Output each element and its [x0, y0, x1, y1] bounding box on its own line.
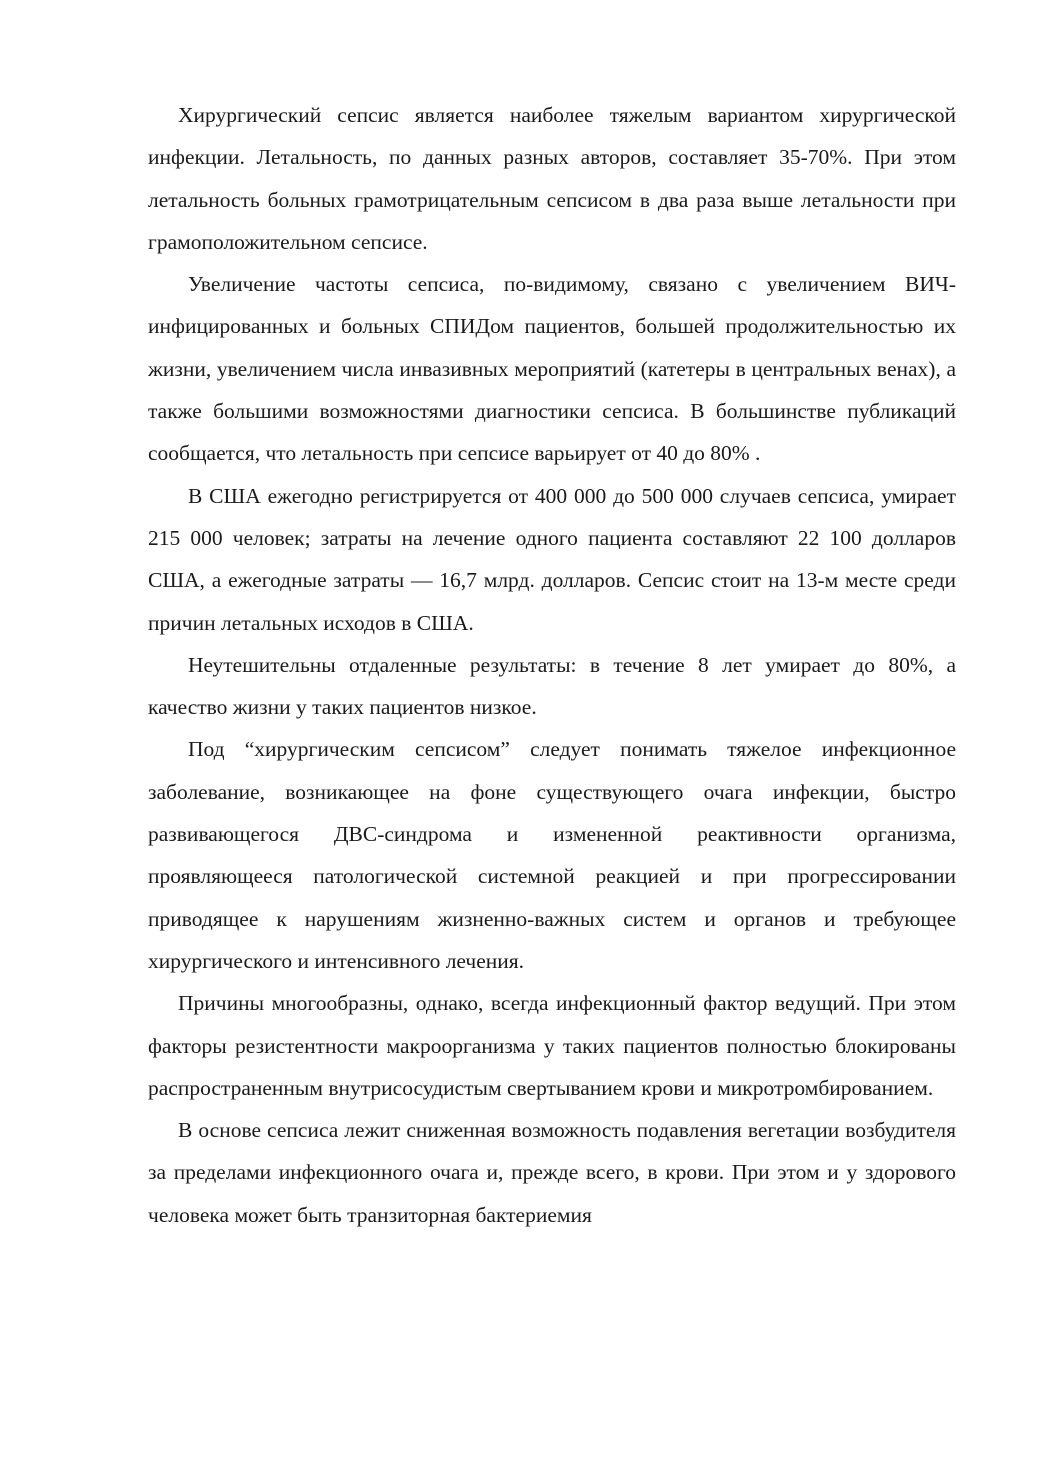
paragraph-basis: В основе сепсиса лежит сниженная возможность подавления вегетации возбудителя за пределами инфекционного очага и, прежде всего, в крови. При этом и у здорового человека может быть транзиторная бактериемия [148, 1118, 956, 1227]
paragraph-surgical-sepsis: Хирургический сепсис является наиболее тяжелым вариантом хирургической инфекции. Летальность, по данных разных авторов, составляет 35-70%. При этом летальность больных грамотрицательным сепсисом в два раза выше летальности при грамоположительном сепсисе. [148, 103, 956, 254]
paragraph-usa-statistics: В США ежегодно регистрируется от 400 000 до 500 000 случаев сепсиса, умирает 215 000 человек; затраты на лечение одного пациента составляют 22 100 долларов США, а ежегодные затраты — 16,7 млрд. долларов. Сепсис стоит на 13-м месте среди причин летальных исходов в США. [148, 483, 956, 635]
document-page [148, 94, 956, 1236]
paragraph-sepsis-frequency: Увеличение частоты сепсиса, по-видимому, связано с увеличением ВИЧ-инфицированных и больных СПИДом пациентов, большей продолжительностью их жизни, увеличением числа инвазивных мероприятий (катетеры в центральных венах), а также большими возможностями диагностики сепсиса. В большинстве публикаций сообщается, что летальность при сепсисе варьирует от 40 до 80% . [148, 272, 956, 466]
paragraph-causes: Причины многообразны, однако, всегда инфекционный фактор ведущий. При этом факторы резистентности макроорганизма у таких пациентов полностью блокированы распространенным внутрисосудистым свертыванием крови и микротромбированием. [148, 991, 956, 1100]
paragraph-long-term-results: Неутешительны отдаленные результаты: в течение 8 лет умирает до 80%, а качество жизни у таких пациентов низкое. [148, 652, 956, 720]
paragraph-definition: Под “хирургическим сепсисом” следует понимать тяжелое инфекционное заболевание, возникающее на фоне существующего очага инфекции, быстро развивающегося ДВС-синдрома и измененной реактивности организма, проявляющееся патологической системной реакцией и при прогрессировании приводящее к нарушениям жизненно-важных систем и органов и требующее хирургического и интенсивного лечения. [148, 737, 956, 973]
